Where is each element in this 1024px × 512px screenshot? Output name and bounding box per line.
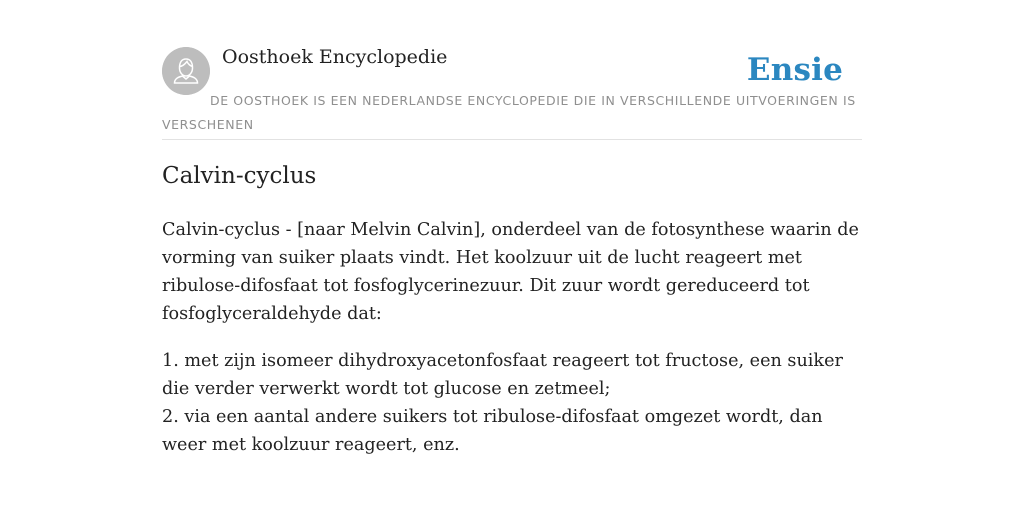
page [162,0,862,455]
list-item: 1. met zijn isomeer dihydroxyacetonfosfaat reageert tot fructose, een suiker die verder verwerkt wordt tot glucose en zetmeel; [162,351,843,399]
author-link[interactable]: Oosthoek Encyclopedie [222,46,448,68]
header [162,0,862,140]
article-list [162,347,862,459]
user-avatar-icon[interactable] [162,47,210,95]
list-item: 2. via een aantal andere suikers tot ribulose-difosfaat omgezet wordt, dan weer met koolzuur reageert, enz. [162,407,823,455]
author-description: DE OOSTHOEK IS EEN NEDERLANDSE ENCYCLOPEDIE DIE IN VERSCHILLENDE UITVOERINGEN IS VERSCHENEN [162,93,856,132]
brand-logo-link[interactable]: Ensie [746,52,843,88]
article-paragraph: Calvin-cyclus - [naar Melvin Calvin], onderdeel van de fotosynthese waarin de vorming van suiker plaats vindt. Het koolzuur uit de lucht reageert met ribulose-difosfaat tot fosfoglycerinezuur. Dit zuur wordt gereduceerd tot fosfoglyceraldehyde dat: [162,220,859,324]
page-title: Calvin-cyclus [162,163,317,189]
